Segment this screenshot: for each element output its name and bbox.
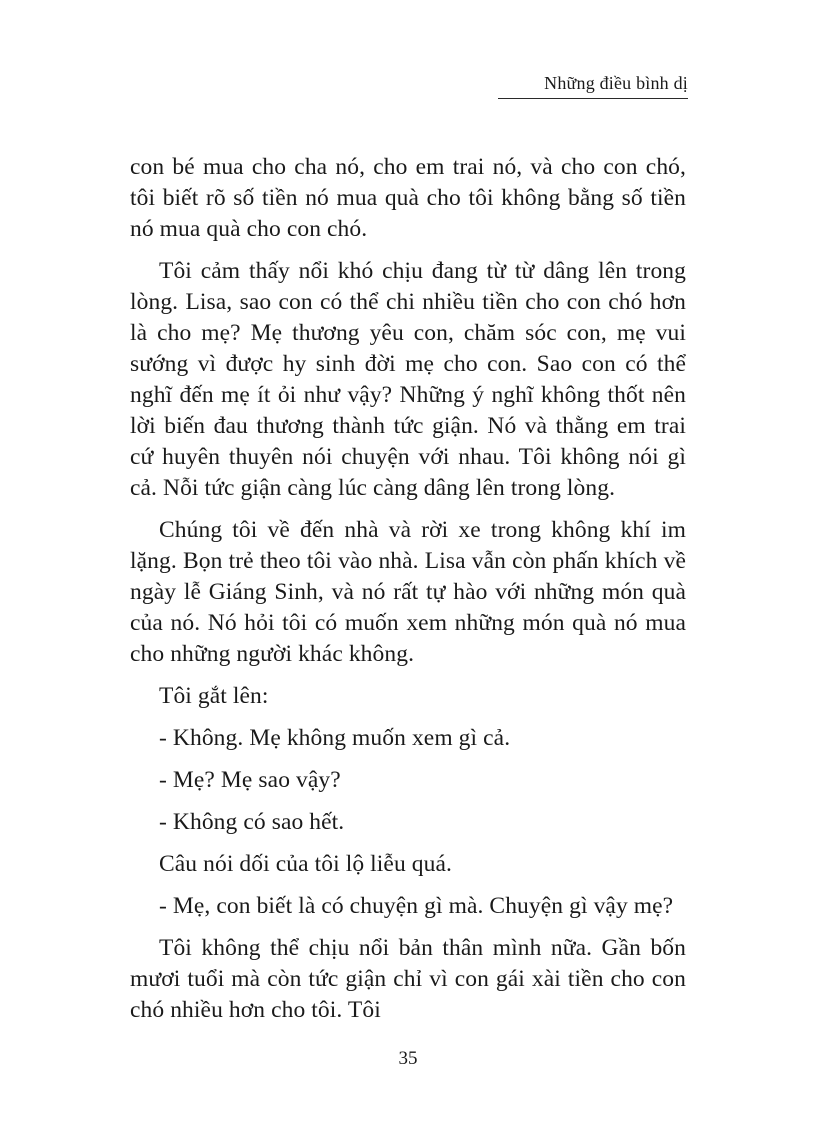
paragraph: Tôi không thể chịu nổi bản thân mình nữa. Gần bốn mươi tuổi mà còn tức giận chỉ vì con gái xài tiền cho con chó nhiều hơn cho tôi. Tôi bbox=[130, 935, 686, 1023]
dialogue-line: - Mẹ? Mẹ sao vậy? bbox=[159, 767, 341, 793]
paragraph: Tôi cảm thấy nổi khó chịu đang từ từ dâng lên trong lòng. Lisa, sao con có thể chi nhiều tiền cho con chó hơn là cho mẹ? Mẹ thương yêu con, chăm sóc con, mẹ vui sướng vì được hy sinh đời mẹ cho con. Sao con có thể nghĩ đến mẹ ít ỏi như vậy? Những ý nghĩ không thốt nên lời biến đau thương thành tức giận. Nó và thằng em trai cứ huyên thuyên nói chuyện với nhau. Tôi không nói gì cả. Nỗi tức giận càng lúc càng dâng lên trong lòng. bbox=[130, 258, 686, 501]
dialogue-line: - Không có sao hết. bbox=[159, 809, 345, 835]
running-header-title: Những điều bình dị bbox=[544, 73, 688, 93]
paragraph: con bé mua cho cha nó, cho em trai nó, và cho con chó, tôi biết rõ số tiền nó mua quà cho tôi không bằng số tiền nó mua quà cho con chó. bbox=[130, 154, 686, 242]
paragraph: Tôi gắt lên: bbox=[159, 683, 269, 709]
header-rule bbox=[498, 98, 688, 99]
page-number: 35 bbox=[398, 1048, 418, 1069]
body-text bbox=[130, 152, 686, 1037]
paragraph: Chúng tôi về đến nhà và rời xe trong không khí im lặng. Bọn trẻ theo tôi vào nhà. Lisa vẫn còn phấn khích về ngày lễ Giáng Sinh, và nó rất tự hào với những món quà của nó. Nó hỏi tôi có muốn xem những món quà nó mua cho những người khác không. bbox=[130, 517, 686, 667]
dialogue-line: - Không. Mẹ không muốn xem gì cả. bbox=[159, 725, 511, 751]
running-header bbox=[498, 70, 688, 96]
dialogue-line: - Mẹ, con biết là có chuyện gì mà. Chuyện gì vậy mẹ? bbox=[159, 893, 674, 919]
paragraph: Câu nói dối của tôi lộ liễu quá. bbox=[159, 851, 452, 877]
